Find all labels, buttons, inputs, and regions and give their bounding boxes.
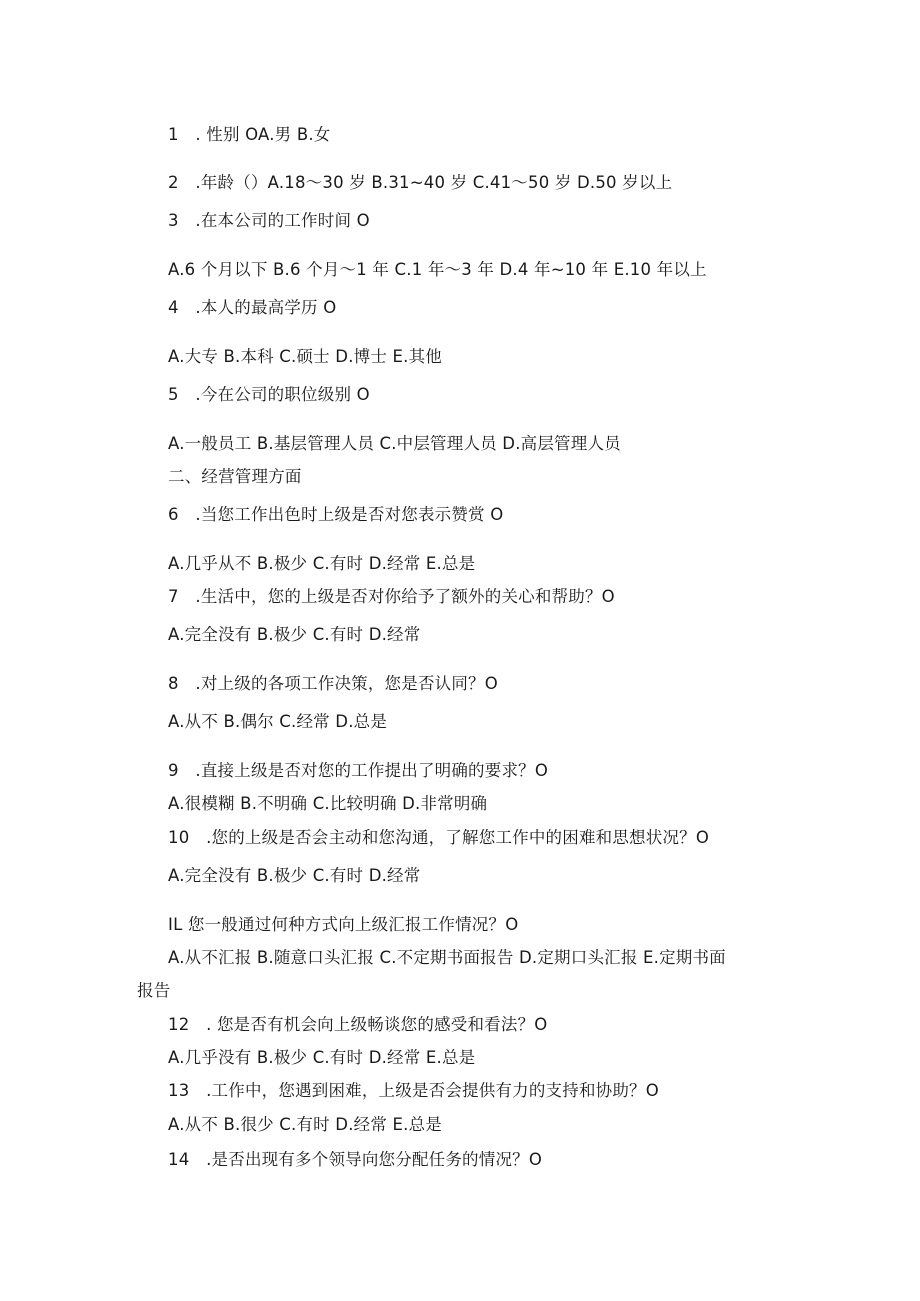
question-7: 7 .生活中，您的上级是否对你给予了额外的关心和帮助？O: [168, 587, 615, 606]
question-5-options: A.一般员工 B.基层管理人员 C.中层管理人员 D.高层管理人员: [168, 434, 621, 453]
question-4-options: A.大专 B.本科 C.硕士 D.博士 E.其他: [168, 347, 442, 366]
question-13-options: A.从不 B.很少 C.有时 D.经常 E.总是: [168, 1115, 442, 1134]
question-9: 9 .直接上级是否对您的工作提出了明确的要求？O: [168, 761, 549, 780]
question-11: IL 您一般通过何种方式向上级汇报工作情况？O: [168, 915, 519, 934]
question-3-options: A.6 个月以下 B.6 个月～1 年 C.1 年～3 年 D.4 年~10 年 E.10 年以上: [168, 260, 707, 279]
question-11-options: A.从不汇报 B.随意口头汇报 C.不定期书面报告 D.定期口头汇报 E.定期书面: [168, 948, 726, 967]
question-8: 8 .对上级的各项工作决策，您是否认同？O: [168, 674, 498, 693]
question-9-options: A.很模糊 B.不明确 C.比较明确 D.非常明确: [168, 794, 488, 813]
question-2: 2 .年龄（）A.18～30 岁 B.31~40 岁 C.41～50 岁 D.50 岁以上: [168, 173, 673, 192]
question-10: 10 .您的上级是否会主动和您沟通，了解您工作中的困难和思想状况？O: [168, 828, 710, 847]
question-6: 6 .当您工作出色时上级是否对您表示赞赏 O: [168, 505, 504, 524]
question-12-options: A.几乎没有 B.极少 C.有时 D.经常 E.总是: [168, 1048, 476, 1067]
question-1: 1 . 性别 OA.男 B.女: [168, 125, 331, 144]
question-12: 12 . 您是否有机会向上级畅谈您的感受和看法？O: [168, 1015, 548, 1034]
question-11-options-continued: 报告: [137, 981, 171, 1000]
question-3: 3 .在本公司的工作时间 O: [168, 211, 370, 230]
question-6-options: A.几乎从不 B.极少 C.有时 D.经常 E.总是: [168, 554, 476, 573]
section-heading: 二、经营管理方面: [168, 467, 302, 486]
question-7-options: A.完全没有 B.极少 C.有时 D.经常: [168, 625, 421, 644]
question-8-options: A.从不 B.偶尔 C.经常 D.总是: [168, 712, 388, 731]
question-13: 13 .工作中，您遇到困难，上级是否会提供有力的支持和协助？O: [168, 1081, 659, 1100]
question-14: 14 .是否出现有多个领导向您分配任务的情况？O: [168, 1150, 543, 1169]
question-10-options: A.完全没有 B.极少 C.有时 D.经常: [168, 866, 421, 885]
question-4: 4 .本人的最高学历 O: [168, 298, 337, 317]
question-5: 5 .今在公司的职位级别 O: [168, 385, 370, 404]
